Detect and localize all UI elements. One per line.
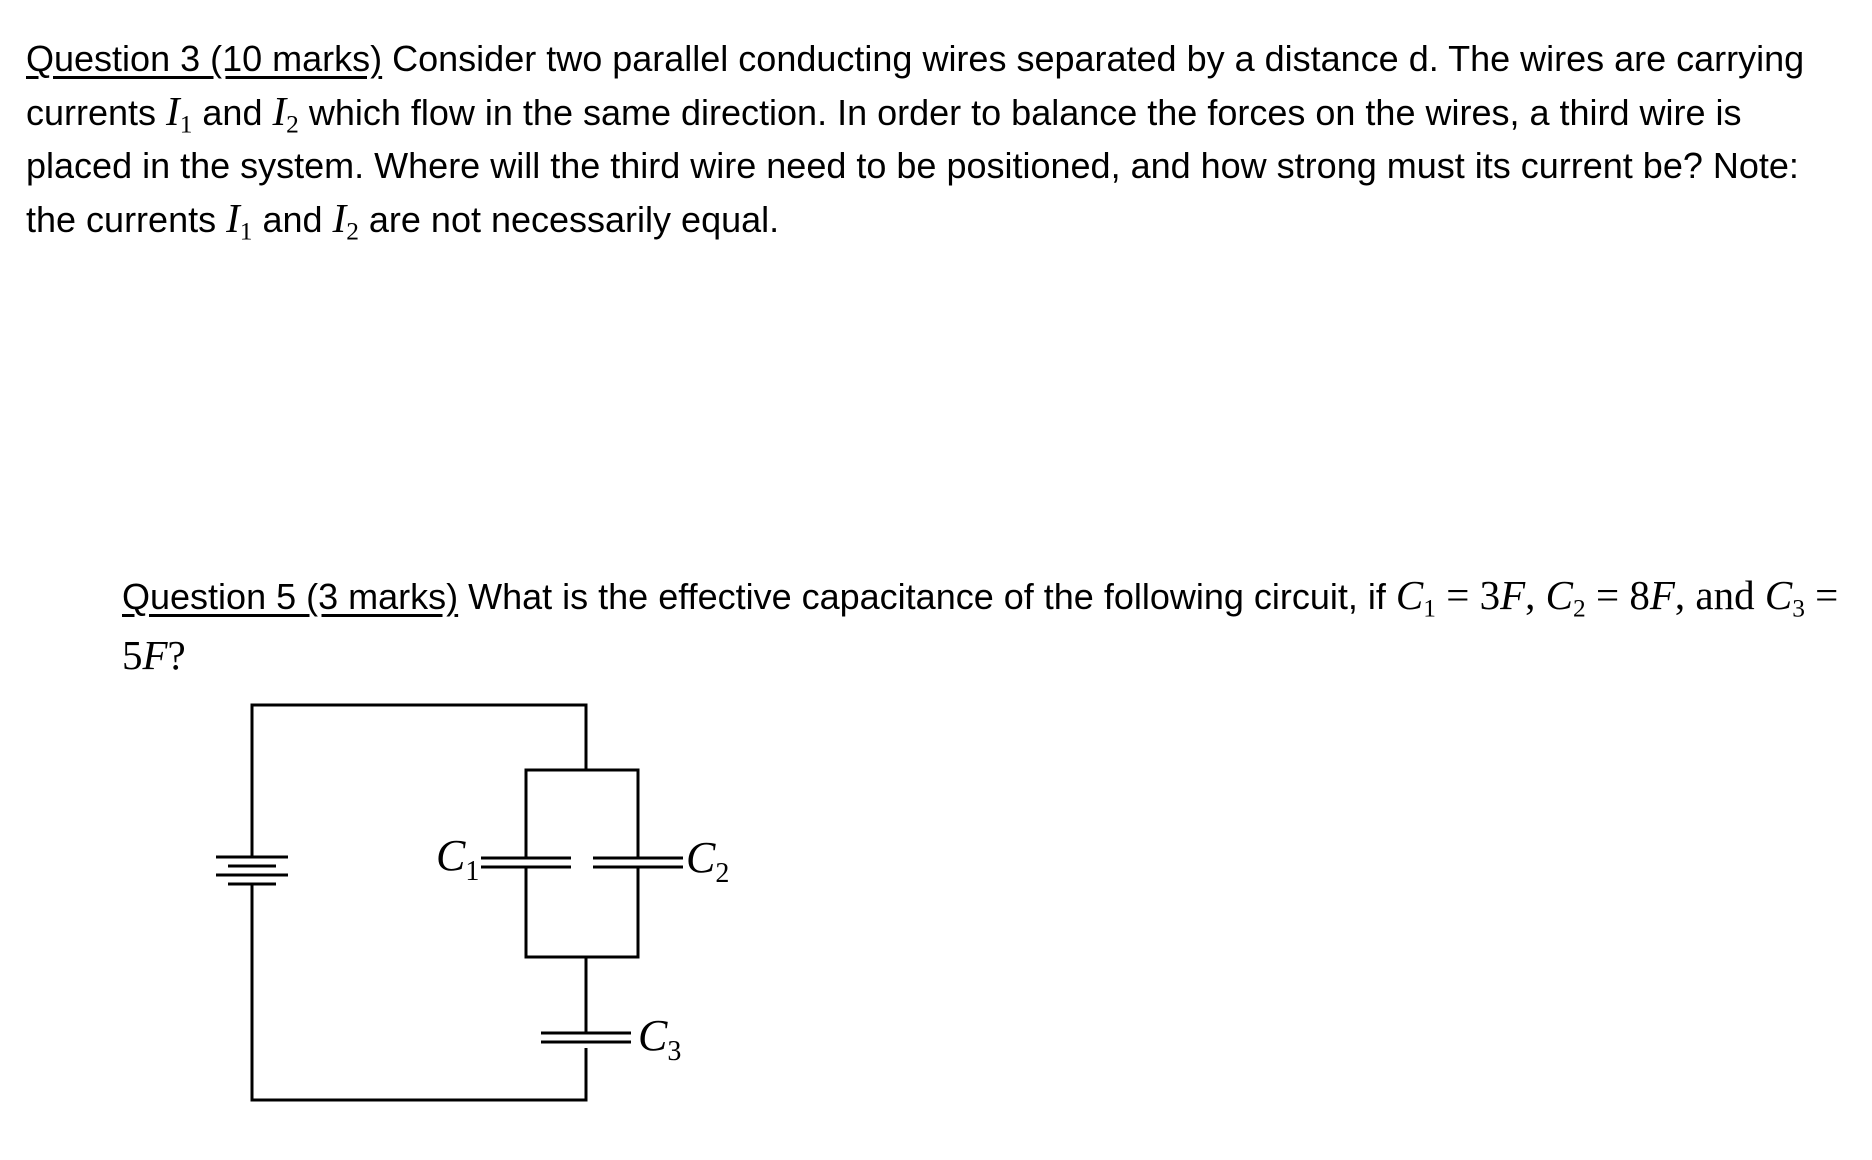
question-3-and-2: and — [252, 199, 333, 240]
current-i1: $I_1$ — [166, 88, 193, 139]
question-3-title: Question 3 (10 marks) — [26, 38, 383, 79]
c1-equation: $C_1 = 3F$, $C_2 = 8F$, and $C_3 = 5F$? — [122, 572, 1839, 678]
question-3-and-1: and — [192, 92, 273, 133]
label-c3: $C_3$ — [638, 1011, 682, 1067]
capacitor-c3 — [541, 1033, 631, 1042]
battery-icon — [216, 857, 288, 884]
question-3-text-3: are not necessarily equal. — [358, 199, 780, 240]
capacitor-c1 — [481, 858, 571, 867]
question-5-text-1: What is the effective capacitance of the following circuit, if — [458, 576, 1396, 617]
label-c2: $C_2$ — [686, 833, 730, 889]
current-i1-note: $I_1$ — [226, 195, 253, 246]
capacitor-c2 — [593, 858, 683, 867]
circuit-wire-outer — [252, 705, 586, 1100]
label-c1: $C_1$ — [436, 831, 480, 887]
current-i2: $I_2$ — [272, 88, 299, 139]
question-3-text-2: which flow in the same direction. In order to balance the forces on the wires, a third wire is placed in the system. Where will the third wire need to be positioned, and how strong must its current be? Note: the currents — [26, 92, 1799, 240]
circuit-wire-parallel — [526, 770, 638, 1033]
question-5-title: Question 5 (3 marks) — [122, 576, 459, 617]
question-3-text-1: Consider two parallel conducting wires separated by a distance d. The wires are carrying currents — [26, 38, 1805, 133]
current-i2-note: $I_2$ — [332, 195, 359, 246]
